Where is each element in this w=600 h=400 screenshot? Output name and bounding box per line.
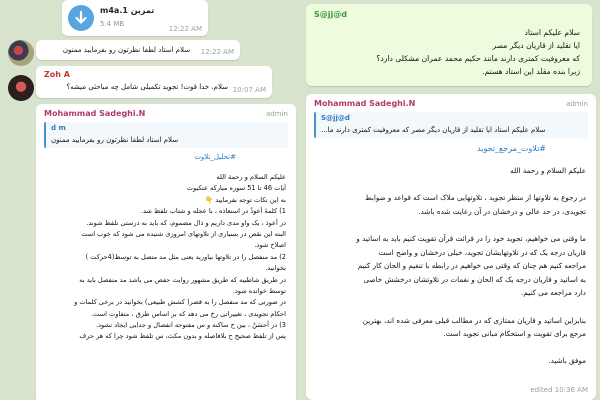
own-message-bubble[interactable] <box>306 4 592 86</box>
text-line <box>314 341 586 355</box>
text-line: مراجعه کنیم هم چنان که وقتی می خواهیم در رابطه با تنغیم و الحان کار کنیم <box>357 261 586 271</box>
text-line: 1) کلمهٔ أَعوذُ در استعاذه ، با عجله و شتاب تلفظ شد. <box>140 207 286 216</box>
edited-time: edited 10:36 AM <box>530 386 588 394</box>
file-name: تمرین 1.m4a <box>100 6 155 15</box>
post-body <box>46 172 286 343</box>
post-body <box>314 164 586 368</box>
text-line: دارد مراجعه می کنیم. <box>521 288 586 298</box>
message-text <box>318 26 580 78</box>
avatar[interactable] <box>8 40 34 66</box>
text-line: در طریق شاطبیه که طریق مشهور روایت حفص می باشد مد منفصل باید به <box>79 275 286 284</box>
text-line: پس از تلفظ صحیح ح بلافاصله و بدون مکث، س تلفظ شود چرا که هر حرف <box>79 332 286 341</box>
text-line: که معروفیت کمتری دارند مانند حکیم محمد عمران مشکلی دارد؟ <box>376 54 580 63</box>
avatar[interactable] <box>8 75 34 101</box>
admin-post[interactable] <box>306 94 596 400</box>
reply-quote[interactable] <box>44 122 288 148</box>
download-arrow-icon[interactable] <box>68 5 94 31</box>
text-line: به اساتید و قاریان درجه یک که الحان و نغمات در تلاوتشان درخشش خاصی <box>363 274 586 284</box>
file-size: 5.4 MB <box>100 20 125 28</box>
text-line: ایا تقلید از قاریان دیگر مصر <box>492 41 580 50</box>
admin-post[interactable] <box>36 104 296 400</box>
text-line <box>314 218 586 232</box>
text-line: در أعوذ ، یک واو مدی داریم و ذال مضموم، که باید به درستی تلفظ شوند. <box>86 218 286 227</box>
sender-name[interactable]: Zoh A <box>44 70 70 79</box>
reply-text: سلام علیکم استاد ایا تقلید از قاریان دیگر مصر که معروفیت کمتری دارند ما... <box>321 126 546 134</box>
text-line: احکام تجویدی ، تغییراتی رخ می دهد که بر اساس طرق ، متفاوت است. <box>91 309 286 318</box>
text-line: ما وقتی می خواهیم، تجوید خود را در قرائت قرآن تقویت کنیم باید به اساتید و <box>356 233 586 243</box>
message-time: 12:22 AM <box>200 48 234 56</box>
sender-name[interactable]: Mohammad Sadeghi.N <box>44 109 146 118</box>
text-line: 3) در أَحسَنُ ، بین ح ساکنه و س مفتوحه انفصال و جدایی ایجاد نشود. <box>95 321 286 330</box>
message-text: سلام، خدا قوت! تجوید تکمیلی شامل چه مباحثی میشه؟ <box>66 83 228 91</box>
text-line: بنابراین اساتید و قاریان ممتازی که در مطالب قبلی معرفی شده اند، بهترین <box>362 315 586 325</box>
reply-text: سلام استاد لطفا نظرتون رو بفرمایید ممنون <box>51 136 179 144</box>
text-line: اصلاح شود. <box>254 241 286 250</box>
text-line: در رجوع به تلاوتها از منظر تجوید ، تلاوتهایی ملاک است که قواعد و ضوابط <box>365 193 586 203</box>
hashtag-link[interactable]: #تحلیل_تلاوت <box>194 153 236 161</box>
text-line: در صورتی که مد منفصل را به قصر( کشش طبیعی) بخوانید در برخی کلمات و <box>74 298 286 307</box>
text-line: علیکم السلام و رحمة الله <box>216 173 286 181</box>
message-text: سلام استاد لطفا نظرتون رو بفرمایید ممنون <box>62 46 190 54</box>
reply-name: d m <box>51 124 66 132</box>
text-line: زیرا بنده مقلد این استاد هستم. <box>482 67 580 76</box>
text-line: سلام علیکم استاد <box>524 28 580 37</box>
text-line <box>314 300 586 314</box>
text-line: به این نکات توجه بفرمایید 👇 <box>205 195 286 204</box>
text-line: علیکم السلام و رحمة الله <box>510 166 586 175</box>
right-chat-column <box>300 0 600 400</box>
message-time: 12:22 AM <box>168 25 202 33</box>
admin-badge: admin <box>566 100 588 108</box>
sender-name[interactable]: Mohammad Sadeghi.N <box>314 99 416 108</box>
sender-name[interactable]: S@jj@d <box>314 10 347 19</box>
admin-badge: admin <box>266 110 288 118</box>
reply-quote[interactable] <box>314 112 588 138</box>
text-line: بخوانید. <box>265 264 286 273</box>
text-line: توسط خوانده شود. <box>232 286 286 295</box>
text-line: مرجع برای تقویت و استحکام مبانی تجوید است. <box>443 329 586 339</box>
hashtag-link[interactable]: #تلاوت_مرجع_تجوید <box>477 144 546 153</box>
file-message[interactable] <box>62 0 208 36</box>
text-line: آیات 46 تا 51 سوره مبارکه عنکبوت <box>186 184 286 193</box>
reply-name: S@jj@d <box>321 114 350 122</box>
text-line: موفق باشید. <box>548 356 586 366</box>
text-line <box>314 178 586 192</box>
message-time: 10:07 AM <box>232 86 266 94</box>
message-bubble[interactable] <box>36 66 272 98</box>
text-line: قاریان درجه یک که در تلاوتهایشان تجوید، خیلی درخشان و واضح است <box>378 247 586 257</box>
text-line: 2) مد منفصل را در تلاوتها بیاورید یعنی مثل مد متصل به توسط(4حرکت ) <box>85 252 286 261</box>
text-line: تجویدی، در حد عالی و درخشان در آن رعایت شده باشد. <box>418 206 586 216</box>
text-line: البته این نقص در بسیاری از تلاوتهای امروزی شنیده می شود که خوب است <box>81 229 286 238</box>
message-bubble[interactable] <box>36 40 240 60</box>
